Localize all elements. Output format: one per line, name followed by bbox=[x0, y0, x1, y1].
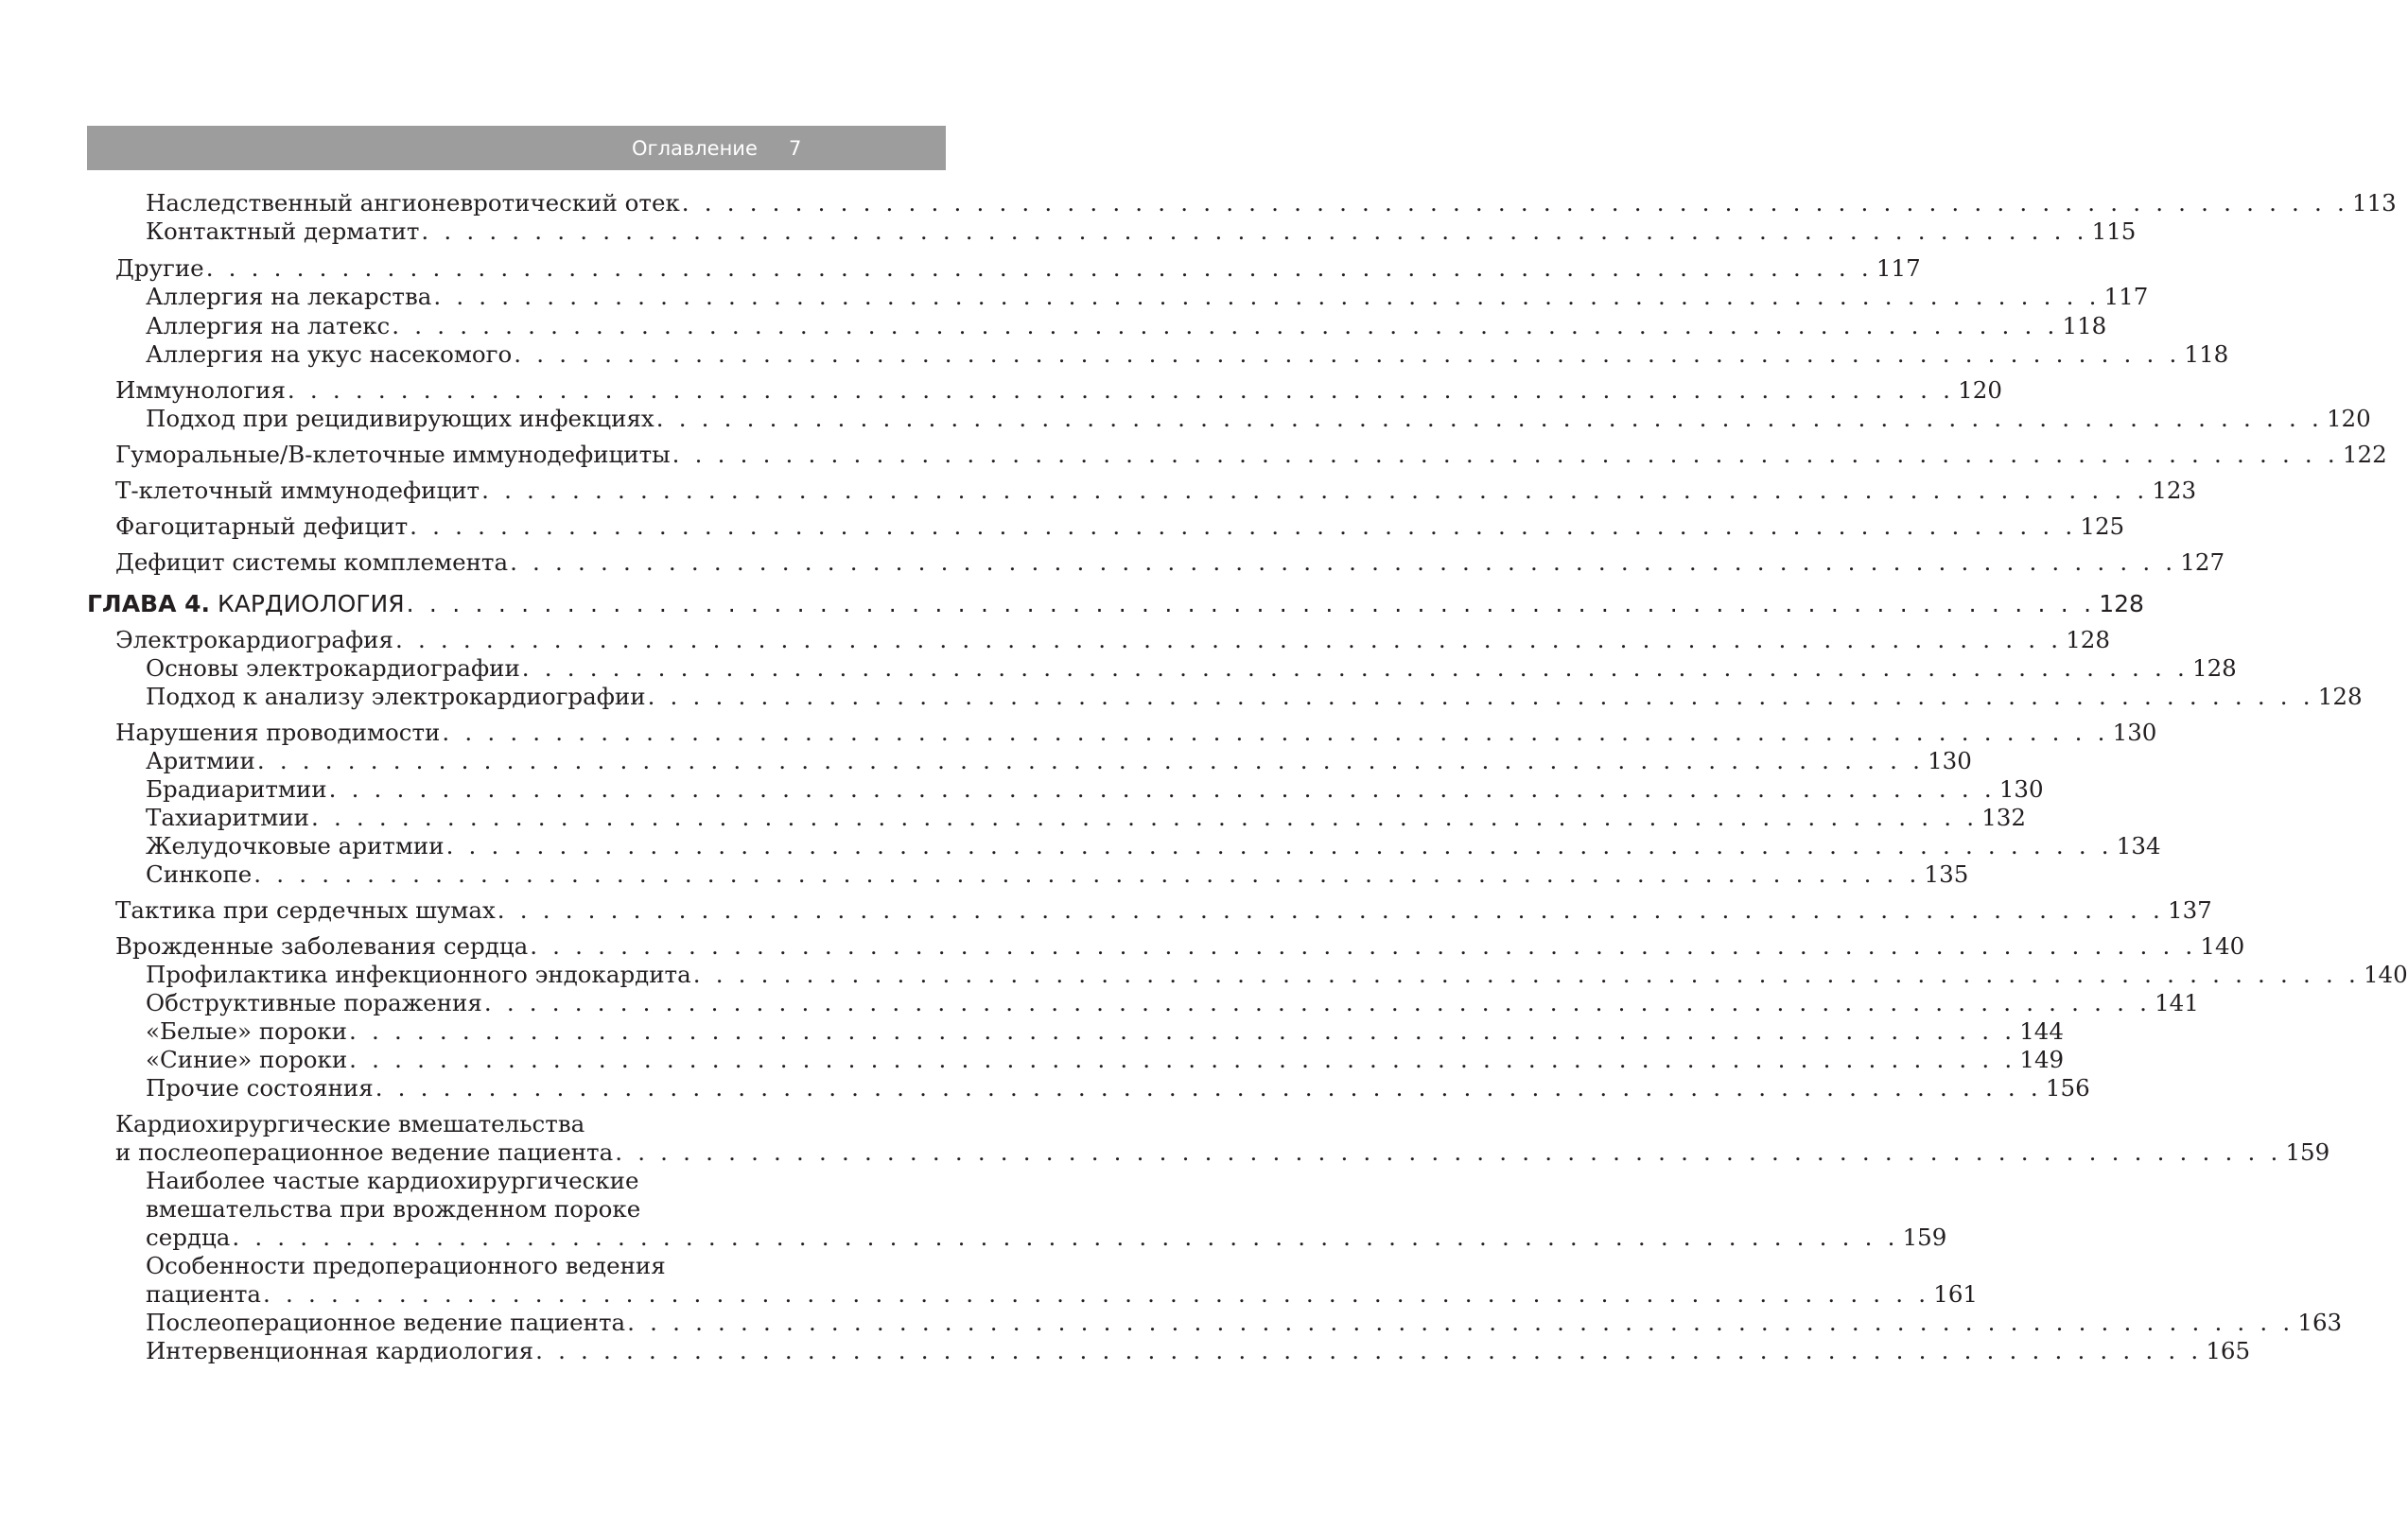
toc-entry-page: 128 bbox=[2066, 626, 2110, 653]
toc-entry-title: Тактика при сердечных шумах bbox=[115, 896, 496, 924]
toc-entry-page: 159 bbox=[2285, 1138, 2330, 1166]
toc-entry-page: 144 bbox=[2019, 1017, 2064, 1045]
toc-entry bbox=[146, 1073, 2090, 1103]
toc-entry-title: Т-клеточный иммунодефицит bbox=[115, 477, 480, 504]
toc-entry bbox=[115, 718, 2157, 747]
leader-dots: . . . . . . . . . . . . . . . . . . . . . . . . . . . . . . . . . . . . . . . . . . . . . . . . . . . . . . . . . . . . . . . . . . . . . . . . . . bbox=[535, 1337, 2203, 1364]
toc-entry-page: 115 bbox=[2091, 217, 2137, 245]
leader-dots: . . . . . . . . . . . . . . . . . . . . . . . . . . . . . . . . . . . . . . . . . . . . . . . . . . . . . . . . . . . . . . . . . . . . . . . . . . bbox=[392, 312, 2059, 339]
leader-dots: . . . . . . . . . . . . . . . . . . . . . . . . . . . . . . . . . . . . . . . . . . . . . . . . . . . . . . . . . . . . . . . . . . . . . . . . . . bbox=[647, 683, 2314, 710]
toc-entry bbox=[115, 253, 1921, 283]
leader-dots: . . . . . . . . . . . . . . . . . . . . . . . . . . . . . . . . . . . . . . . . . . . . . . . . . . . . . . . . . . . . . . . . . . . . . . . . . . bbox=[521, 654, 2189, 682]
toc-entry-title: Гуморальные/В-клеточные иммунодефициты bbox=[115, 441, 671, 468]
toc-entry bbox=[146, 860, 1969, 889]
toc-entry-page: 128 bbox=[2192, 654, 2237, 682]
toc-entry-title: Нарушения проводимости bbox=[115, 719, 441, 746]
leader-dots: . . . . . . . . . . . . . . . . . . . . . . . . . . . . . . . . . . . . . . . . . . . . . . . . . . . . . . . . . . . . . . . . . . . . . . . . . . bbox=[483, 989, 2152, 1016]
toc-entry bbox=[146, 217, 2137, 246]
toc-entry-page: 135 bbox=[1924, 860, 1969, 888]
toc-entry-page: 117 bbox=[2103, 283, 2149, 310]
toc-entry bbox=[146, 1336, 2251, 1365]
toc-entry-title: Наследственный ангионевротический отек bbox=[146, 189, 680, 217]
toc-entry-title-line: Наиболее частые кардиохирургические bbox=[146, 1167, 639, 1194]
toc-entry-page: 134 bbox=[2116, 832, 2161, 860]
toc-entry-page: 149 bbox=[2019, 1046, 2065, 1073]
toc-entry bbox=[115, 1137, 2330, 1167]
leader-dots: . . . . . . . . . . . . . . . . . . . . . . . . . . . . . . . . . . . . . . . . . . . . . . . . . . . . . . . . . . . . . . . . . . . . . . . . . . bbox=[514, 340, 2181, 368]
toc-entry-page: 132 bbox=[1981, 804, 2026, 831]
leader-dots: . . . . . . . . . . . . . . . . . . . . . . . . . . . . . . . . . . . . . . . . . . . . . . . . . . . . . . . . . . . . . . . . . . . . . . . . . . bbox=[263, 1280, 1930, 1308]
toc-entry bbox=[146, 746, 1972, 775]
toc-entry bbox=[146, 339, 2229, 369]
toc-entry bbox=[146, 803, 2026, 832]
leader-dots: . . . . . . . . . . . . . . . . . . . . . . . . . . . . . . . . . . . . . . . . . . . . . . . . . . . . . . . . . . . . . . . . . . . . . . . . . . bbox=[310, 804, 1979, 831]
toc-entry-page: 117 bbox=[1876, 254, 1921, 282]
toc-entry-title: Тахиаритмии bbox=[146, 804, 309, 831]
toc-entry-title: Прочие состояния bbox=[146, 1074, 374, 1102]
toc-entry-title: Интервенционная кардиология bbox=[146, 1337, 534, 1364]
toc-entry-title: Другие bbox=[115, 254, 204, 282]
toc-entry-page: 159 bbox=[1902, 1224, 1947, 1251]
toc-entry-page: 165 bbox=[2206, 1337, 2251, 1364]
toc-entry-page: 125 bbox=[2080, 512, 2125, 540]
toc-entry bbox=[115, 625, 2110, 654]
toc-chapter-heading bbox=[87, 589, 2144, 618]
leader-dots: . . . . . . . . . . . . . . . . . . . . . . . . . . . . . . . . . . . . . . . . . . . . . . . . . . . . . . . . . . . . . . . . . . . . . . . . . . bbox=[253, 860, 1921, 888]
toc-entry bbox=[146, 1279, 1978, 1309]
toc-entry bbox=[115, 375, 2002, 405]
toc-entry bbox=[115, 512, 2125, 541]
leader-dots: . . . . . . . . . . . . . . . . . . . . . . . . . . . . . . . . . . . . . . . . . . . . . . . . . . . . . . . . . . . . . . . . . . . . . . . . . . bbox=[445, 832, 2113, 860]
toc-entry-page: 163 bbox=[2297, 1309, 2343, 1336]
toc-entry bbox=[115, 547, 2225, 577]
toc-entry bbox=[146, 1308, 2343, 1337]
toc-entry bbox=[146, 774, 2044, 804]
leader-dots: . . . . . . . . . . . . . . . . . . . . . . . . . . . . . . . . . . . . . . . . . . . . . . . . . . . . . . . . . . . . . . . . . . . . . . . . . . bbox=[681, 189, 2348, 217]
leader-dots: . . . . . . . . . . . . . . . . . . . . . . . . . . . . . . . . . . . . . . . . . . . . . . . . . . . . . . . . . . . . . . . . . . . . . . . . . . bbox=[421, 217, 2088, 245]
toc-entry-title: Аллергия на укус насекомого bbox=[146, 340, 513, 368]
toc-entry-page: 122 bbox=[2342, 441, 2387, 468]
leader-dots: . . . . . . . . . . . . . . . . . . . . . . . . . . . . . . . . . . . . . . . . . . . . . . . . . . . . . . . . . . . . . . . . . . . . . . . . . . bbox=[256, 747, 1925, 774]
toc-entry-page: 130 bbox=[2112, 719, 2157, 746]
toc-entry bbox=[146, 988, 2199, 1017]
leader-dots: . . . . . . . . . . . . . . . . . . . . . . . . . . . . . . . . . . . . . . . . . . . . . . . . . . . . . . . . . . . . . . . . . . . . . . . . . . bbox=[433, 283, 2101, 310]
toc-entry-page: 127 bbox=[2180, 548, 2225, 576]
leader-dots: . . . . . . . . . . . . . . . . . . . . . . . . . . . . . . . . . . . . . . . . . . . . . . . . . . . . . . . . . . . . . . . . . . . . . . . . . . bbox=[497, 896, 2164, 924]
toc-entry-title: Электрокардиография bbox=[115, 626, 393, 653]
toc-entry-title: Аллергия на латекс bbox=[146, 312, 391, 339]
toc-entry-page: 118 bbox=[2062, 312, 2107, 339]
leader-dots: . . . . . . . . . . . . . . . . . . . . . . . . . . . . . . . . . . . . . . . . . . . . . . . . . . . . . . . . . . . . . . . . . . . . . . . . . . bbox=[481, 477, 2149, 504]
toc-entry-title-line: Особенности предоперационного ведения bbox=[146, 1252, 666, 1279]
toc-entry bbox=[115, 895, 2212, 925]
leader-dots: . . . . . . . . . . . . . . . . . . . . . . . . . . . . . . . . . . . . . . . . . . . . . . . . . . . . . . . . . . . . . . . . . . . . . . . . . . bbox=[410, 512, 2077, 540]
toc-entry-title: пациента bbox=[146, 1280, 262, 1308]
toc-entry-page: 161 bbox=[1933, 1280, 1978, 1308]
leader-dots: . . . . . . . . . . . . . . . . . . . . . . . . . . . . . . . . . . . . . . . . . . . . . . . . . . . . . . . . . . . . . . . . . . . . . . . . . . bbox=[655, 405, 2323, 432]
leader-dots: . . . . . . . . . . . . . . . . . . . . . . . . . . . . . . . . . . . . . . . . . . . . . . . . . . . . . . . . . . . . . . . . . . . . . . . . . . bbox=[615, 1138, 2282, 1166]
toc-entry-page: 140 bbox=[2363, 961, 2408, 988]
toc-entry-title: Желудочковые аритмии bbox=[146, 832, 445, 860]
toc-entry-page: 141 bbox=[2155, 989, 2199, 1016]
toc-entry bbox=[146, 682, 2363, 711]
toc-entry-title: Контактный дерматит bbox=[146, 217, 420, 245]
toc-entry bbox=[146, 1016, 2064, 1046]
leader-dots: . . . . . . . . . . . . . . . . . . . . . . . . . . . . . . . . . . . . . . . . . . . . . . . . . . . . . . . . . . . . . . . . . . . . . . . . . . bbox=[205, 254, 1873, 282]
toc-entry-title: Профилактика инфекционного эндокардита bbox=[146, 961, 691, 988]
running-header-bar bbox=[87, 126, 946, 170]
running-header-title: Оглавление bbox=[632, 137, 758, 160]
toc-entry-page: 140 bbox=[2200, 932, 2245, 960]
leader-dots: . . . . . . . . . . . . . . . . . . . . . . . . . . . . . . . . . . . . . . . . . . . . . . . . . . . . . . . . . . . . . . . . . . . . . . . . . . bbox=[328, 775, 1996, 803]
toc-entry-title: Синкопе bbox=[146, 860, 253, 888]
leader-dots: . . . . . . . . . . . . . . . . . . . . . . . . . . . . . . . . . . . . . . . . . . . . . . . . . . . . . . . . . . . . . . . . . . . . . . . . . . bbox=[510, 548, 2177, 576]
toc-entry-title: «Белые» пороки bbox=[146, 1017, 347, 1045]
toc-entry bbox=[146, 960, 2408, 989]
toc-entry-page: 120 bbox=[2326, 405, 2371, 432]
toc-entry-title: «Синие» пороки bbox=[146, 1046, 348, 1073]
toc-entry-title: Аллергия на лекарства bbox=[146, 283, 432, 310]
toc-entry bbox=[146, 404, 2371, 433]
toc-entry-title: Аритмии bbox=[146, 747, 255, 774]
toc-entry-page: 130 bbox=[1928, 747, 1972, 774]
toc-entry-title: Брадиаритмии bbox=[146, 775, 327, 803]
leader-dots: . . . . . . . . . . . . . . . . . . . . . . . . . . . . . . . . . . . . . . . . . . . . . . . . . . . . . . . . . . . . . . . . . . . . . . . . . . bbox=[287, 376, 1955, 404]
leader-dots: . . . . . . . . . . . . . . . . . . . . . . . . . . . . . . . . . . . . . . . . . . . . . . . . . . . . . . . . . . . . . . . . . . . . . . . . . . bbox=[394, 626, 2063, 653]
toc-entry bbox=[146, 311, 2107, 340]
toc-entry bbox=[146, 188, 2397, 217]
page-number: 7 bbox=[789, 137, 802, 160]
toc-entry-page: 130 bbox=[1998, 775, 2044, 803]
toc-entry-title: сердца bbox=[146, 1224, 231, 1251]
toc-entry-title: Врожденные заболевания сердца bbox=[115, 932, 529, 960]
toc-entry-title: Фагоцитарный дефицит bbox=[115, 512, 409, 540]
toc-entry-title: и послеоперационное ведение пациента bbox=[115, 1138, 614, 1166]
chapter-title: КАРДИОЛОГИЯ bbox=[218, 590, 405, 617]
toc-entry-title: Обструктивные поражения bbox=[146, 989, 482, 1016]
toc-entry-title-line: вмешательства при врожденном пороке bbox=[146, 1195, 641, 1223]
leader-dots: . . . . . . . . . . . . . . . . . . . . . . . . . . . . . . . . . . . . . . . . . . . . . . . . . . . . . . . . . . . . . . . . . . . . . . . . . . bbox=[349, 1017, 2016, 1045]
leader-dots: . . . . . . . . . . . . . . . . . . . . . . . . . . . . . . . . . . . . . . . . . . . . . . . . . . . . . . . . . . . . . . . . . . . . . . . . . . bbox=[406, 590, 2096, 617]
toc-entry-title: Подход к анализу электрокардиографии bbox=[146, 683, 646, 710]
leader-dots: . . . . . . . . . . . . . . . . . . . . . . . . . . . . . . . . . . . . . . . . . . . . . . . . . . . . . . . . . . . . . . . . . . . . . . . . . . bbox=[530, 932, 2197, 960]
leader-dots: . . . . . . . . . . . . . . . . . . . . . . . . . . . . . . . . . . . . . . . . . . . . . . . . . . . . . . . . . . . . . . . . . . . . . . . . . . bbox=[232, 1224, 1899, 1251]
toc-entry-page: 123 bbox=[2152, 477, 2197, 504]
toc-entry-title: Дефицит системы комплемента bbox=[115, 548, 509, 576]
toc-entry bbox=[146, 1223, 1947, 1252]
leader-dots: . . . . . . . . . . . . . . . . . . . . . . . . . . . . . . . . . . . . . . . . . . . . . . . . . . . . . . . . . . . . . . . . . . . . . . . . . . bbox=[442, 719, 2109, 746]
toc-entry-title: Иммунология bbox=[115, 376, 286, 404]
toc-entry bbox=[115, 440, 2387, 469]
toc-entry bbox=[146, 831, 2161, 860]
toc-entry-page: 118 bbox=[2184, 340, 2229, 368]
leader-dots: . . . . . . . . . . . . . . . . . . . . . . . . . . . . . . . . . . . . . . . . . . . . . . . . . . . . . . . . . . . . . . . . . . . . . . . . . . bbox=[627, 1309, 2295, 1336]
toc-entry-page: 113 bbox=[2352, 189, 2397, 217]
toc-entry bbox=[115, 931, 2245, 961]
leader-dots: . . . . . . . . . . . . . . . . . . . . . . . . . . . . . . . . . . . . . . . . . . . . . . . . . . . . . . . . . . . . . . . . . . . . . . . . . . bbox=[672, 441, 2339, 468]
chapter-label: ГЛАВА 4. bbox=[87, 590, 211, 617]
toc-entry-title-line: Кардиохирургические вмешательства bbox=[115, 1110, 585, 1137]
toc-entry-page: 137 bbox=[2168, 896, 2212, 924]
toc-entry bbox=[146, 1045, 2065, 1074]
chapter-page: 128 bbox=[2099, 590, 2144, 617]
leader-dots: . . . . . . . . . . . . . . . . . . . . . . . . . . . . . . . . . . . . . . . . . . . . . . . . . . . . . . . . . . . . . . . . . . . . . . . . . . bbox=[375, 1074, 2042, 1102]
leader-dots: . . . . . . . . . . . . . . . . . . . . . . . . . . . . . . . . . . . . . . . . . . . . . . . . . . . . . . . . . . . . . . . . . . . . . . . . . . bbox=[349, 1046, 2016, 1073]
toc-entry bbox=[146, 282, 2149, 311]
toc-entry-page: 128 bbox=[2317, 683, 2363, 710]
toc-entry-title: Подход при рецидивирующих инфекциях bbox=[146, 405, 654, 432]
leader-dots: . . . . . . . . . . . . . . . . . . . . . . . . . . . . . . . . . . . . . . . . . . . . . . . . . . . . . . . . . . . . . . . . . . . . . . . . . . bbox=[692, 961, 2360, 988]
toc-entry-title: Послеоперационное ведение пациента bbox=[146, 1309, 626, 1336]
toc-entry bbox=[146, 653, 2237, 683]
toc-entry-title: Основы электрокардиографии bbox=[146, 654, 520, 682]
toc-entry bbox=[115, 476, 2197, 505]
toc-entry-page: 156 bbox=[2045, 1074, 2090, 1102]
toc-entry-page: 120 bbox=[1958, 376, 2002, 404]
